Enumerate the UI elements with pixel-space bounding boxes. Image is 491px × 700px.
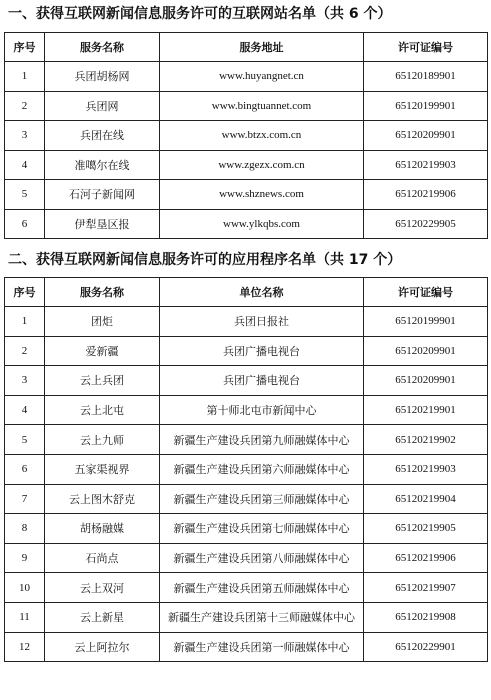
table-row [5, 484, 488, 514]
table-row [5, 62, 488, 92]
cell-unit-name: 新疆生产建设兵团第五师融媒体中心 [160, 573, 364, 603]
cell-service-name: 云上双河 [45, 573, 160, 603]
cell-index: 2 [5, 91, 45, 121]
header-license-number: 许可证编号 [364, 278, 488, 307]
cell-service-name: 云上九师 [45, 425, 160, 455]
cell-index: 9 [5, 543, 45, 573]
cell-index: 1 [5, 62, 45, 92]
cell-unit-name: 新疆生产建设兵团第十三师融媒体中心 [160, 602, 364, 632]
table-row [5, 336, 488, 366]
cell-unit-name: 新疆生产建设兵团第一师融媒体中心 [160, 632, 364, 662]
websites-table [4, 32, 488, 239]
cell-index: 1 [5, 307, 45, 337]
cell-license-number: 65120219905 [364, 514, 488, 544]
cell-service-name: 云上阿拉尔 [45, 632, 160, 662]
table-row [5, 573, 488, 603]
cell-unit-name: 兵团广播电视台 [160, 336, 364, 366]
cell-license-number: 65120219902 [364, 425, 488, 455]
cell-service-name: 兵团网 [45, 91, 160, 121]
cell-service-address: www.shznews.com [160, 180, 364, 210]
cell-license-number: 65120229905 [364, 209, 488, 239]
cell-license-number: 65120219904 [364, 484, 488, 514]
cell-unit-name: 新疆生产建设兵团第八师融媒体中心 [160, 543, 364, 573]
cell-license-number: 65120219901 [364, 395, 488, 425]
cell-service-name: 伊犁垦区报 [45, 209, 160, 239]
header-index: 序号 [5, 33, 45, 62]
header-service-address: 服务地址 [160, 33, 364, 62]
cell-unit-name: 新疆生产建设兵团第三师融媒体中心 [160, 484, 364, 514]
cell-index: 3 [5, 121, 45, 151]
cell-unit-name: 新疆生产建设兵团第九师融媒体中心 [160, 425, 364, 455]
table-row [5, 395, 488, 425]
header-service-name: 服务名称 [45, 278, 160, 307]
table-row [5, 91, 488, 121]
cell-index: 4 [5, 150, 45, 180]
cell-service-name: 兵团在线 [45, 121, 160, 151]
section1-title: 一、获得互联网新闻信息服务许可的互联网站名单（共 6 个） [8, 6, 392, 22]
header-license-number: 许可证编号 [364, 33, 488, 62]
cell-license-number: 65120219906 [364, 543, 488, 573]
table-row [5, 514, 488, 544]
table-row [5, 209, 488, 239]
cell-service-address: www.ylkqbs.com [160, 209, 364, 239]
cell-license-number: 65120229901 [364, 632, 488, 662]
cell-unit-name: 兵团日报社 [160, 307, 364, 337]
table-header-row [5, 278, 488, 307]
table-row [5, 454, 488, 484]
header-service-name: 服务名称 [45, 33, 160, 62]
cell-license-number: 65120199901 [364, 307, 488, 337]
cell-service-address: www.bingtuannet.com [160, 91, 364, 121]
cell-service-name: 爱新疆 [45, 336, 160, 366]
cell-index: 4 [5, 395, 45, 425]
cell-license-number: 65120199901 [364, 91, 488, 121]
cell-service-name: 五家渠视界 [45, 454, 160, 484]
cell-index: 12 [5, 632, 45, 662]
cell-index: 6 [5, 454, 45, 484]
cell-index: 7 [5, 484, 45, 514]
cell-unit-name: 兵团广播电视台 [160, 366, 364, 396]
cell-license-number: 65120219908 [364, 602, 488, 632]
cell-index: 8 [5, 514, 45, 544]
cell-service-name: 兵团胡杨网 [45, 62, 160, 92]
cell-unit-name: 新疆生产建设兵团第七师融媒体中心 [160, 514, 364, 544]
cell-service-name: 石河子新闻网 [45, 180, 160, 210]
table-row [5, 425, 488, 455]
cell-index: 11 [5, 602, 45, 632]
cell-service-address: www.zgezx.com.cn [160, 150, 364, 180]
cell-service-address: www.btzx.com.cn [160, 121, 364, 151]
header-index: 序号 [5, 278, 45, 307]
cell-unit-name: 第十师北屯市新闻中心 [160, 395, 364, 425]
cell-service-name: 云上新星 [45, 602, 160, 632]
cell-license-number: 65120209901 [364, 366, 488, 396]
table-row [5, 366, 488, 396]
cell-service-name: 胡杨融媒 [45, 514, 160, 544]
cell-index: 5 [5, 425, 45, 455]
cell-license-number: 65120189901 [364, 62, 488, 92]
table-row [5, 150, 488, 180]
table-row [5, 602, 488, 632]
cell-service-name: 团炬 [45, 307, 160, 337]
table-row [5, 632, 488, 662]
cell-index: 5 [5, 180, 45, 210]
cell-service-name: 云上兵团 [45, 366, 160, 396]
cell-license-number: 65120219903 [364, 150, 488, 180]
cell-index: 10 [5, 573, 45, 603]
cell-license-number: 65120219903 [364, 454, 488, 484]
cell-service-name: 石尚点 [45, 543, 160, 573]
table-header-row [5, 33, 488, 62]
cell-service-name: 云上北屯 [45, 395, 160, 425]
table-row [5, 543, 488, 573]
cell-unit-name: 新疆生产建设兵团第六师融媒体中心 [160, 454, 364, 484]
cell-license-number: 65120209901 [364, 336, 488, 366]
cell-license-number: 65120219907 [364, 573, 488, 603]
cell-index: 2 [5, 336, 45, 366]
cell-license-number: 65120219906 [364, 180, 488, 210]
cell-service-name: 云上图木舒克 [45, 484, 160, 514]
cell-index: 6 [5, 209, 45, 239]
section2-title: 二、获得互联网新闻信息服务许可的应用程序名单（共 17 个） [8, 252, 402, 268]
cell-license-number: 65120209901 [364, 121, 488, 151]
header-unit-name: 单位名称 [160, 278, 364, 307]
table-row [5, 121, 488, 151]
cell-index: 3 [5, 366, 45, 396]
cell-service-address: www.huyangnet.cn [160, 62, 364, 92]
cell-service-name: 准噶尔在线 [45, 150, 160, 180]
apps-table [4, 277, 488, 662]
table-row [5, 307, 488, 337]
table-row [5, 180, 488, 210]
